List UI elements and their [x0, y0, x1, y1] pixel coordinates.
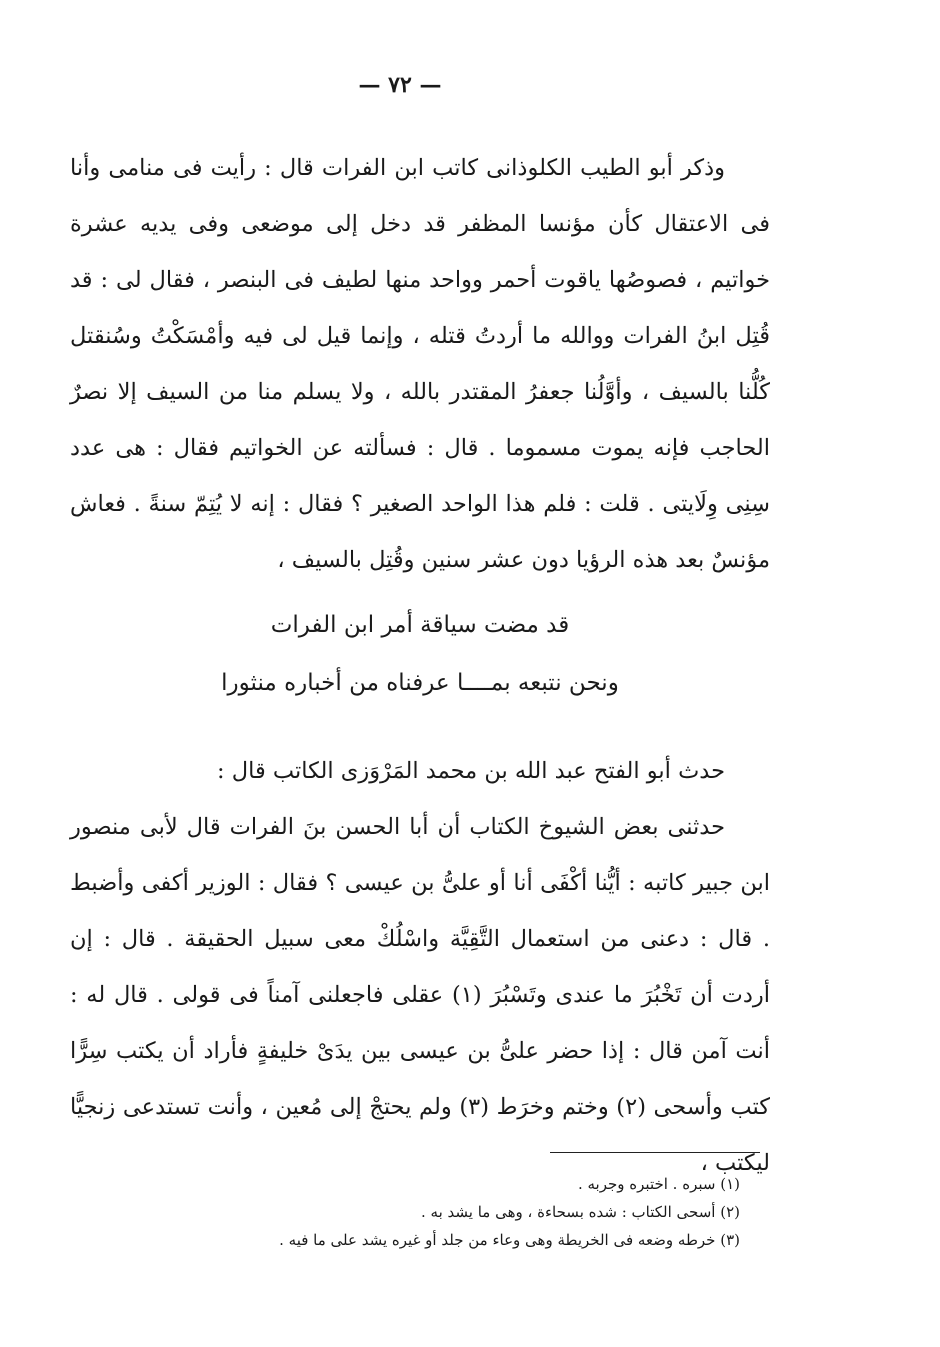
footnote-1: (١) سبره . اختبره وجربه .: [577, 1175, 740, 1193]
paragraph-2: حدث أبو الفتح عبد الله بن محمد المَرْوَزى الكاتب قال :: [217, 758, 725, 784]
paragraph-3-text: حدثنى بعض الشيوخ الكتاب أن أبا الحسن بنَ الفرات قال لأبى منصور ابن جبير كاتبه : أيُّنا أكْفَى أنا أو علىُّ بن عيسى ؟ فقال : الوزير أكفى وأضبط . قال : دعنى من استعمال التَّقِيَّة واسْلُكْ معى سبيل الحقيقة . قال : إن أردت أن تَخْبُرَ ما عندى وتَسْبُرَ (١) عقلى فاجعلنى آمناً فى قولى . قال له : أنت آمن قال : إذا حضر علىُّ بن عيسى بين يدَىْ خليفةٍ فأراد أن يكتب سِرًّا كتب وأسحى (٢) وختم وخرَط (٣) ولم يحتجْ إلى مُعين ، وأنت تستدعى زنجيًّا ليكتب ،: [70, 814, 770, 1176]
verse-line-1: قد مضت سياقة أمر ابن الفرات: [270, 612, 570, 638]
paragraph-1-text: وذكر أبو الطيب الكلوذانى كاتب ابن الفرات قال : رأيت فى منامى وأنا فى الاعتقال كأن مؤنسا المظفر قد دخل إلى موضعى وفى يديه عشرة خواتيم ، فصوصُها ياقوت أحمر وواحد منها لطيف فى البنصر ، فقال لى : قد قُتِل ابنُ الفرات ووالله ما أردتُ قتله ، وإنما قيل لى فيه وأمْسَكْتُ وسُنقتل كُلُّنا بالسيف ، وأوَّلُنا جعفرُ المقتدر بالله ، ولا يسلم منا من السيف إلا نصرٌ الحاجب فإنه يموت مسموما . قال : فسألته عن الخواتيم فقال : هى عدد سِنِى وِلَايتى . قلت : فلم هذا الواحد الصغير ؟ فقال : إنه لا يُتِمّ سنةً . فعاش مؤنسٌ بعد هذه الرؤيا دون عشر سنين وقُتِل بالسيف ،: [70, 155, 770, 573]
paragraph-1: [70, 140, 770, 588]
footnote-3: (٣) خرطه وضعه فى الخريطة وهى وعاء من جلد أو غيره يشد على ما فيه .: [279, 1231, 740, 1249]
footnotes: [200, 1170, 740, 1254]
footnote-divider: [550, 1152, 760, 1153]
verse-line-2: ونحن نتبعه بمــــا عرفناه من أخباره منثورا: [221, 670, 619, 696]
footnote-2: (٢) أسحى الكتاب : شده بسحاءة ، وهى ما يشد به .: [421, 1203, 740, 1221]
page-number: — ٧٢ —: [358, 72, 442, 98]
paragraph-3: [70, 799, 770, 1191]
